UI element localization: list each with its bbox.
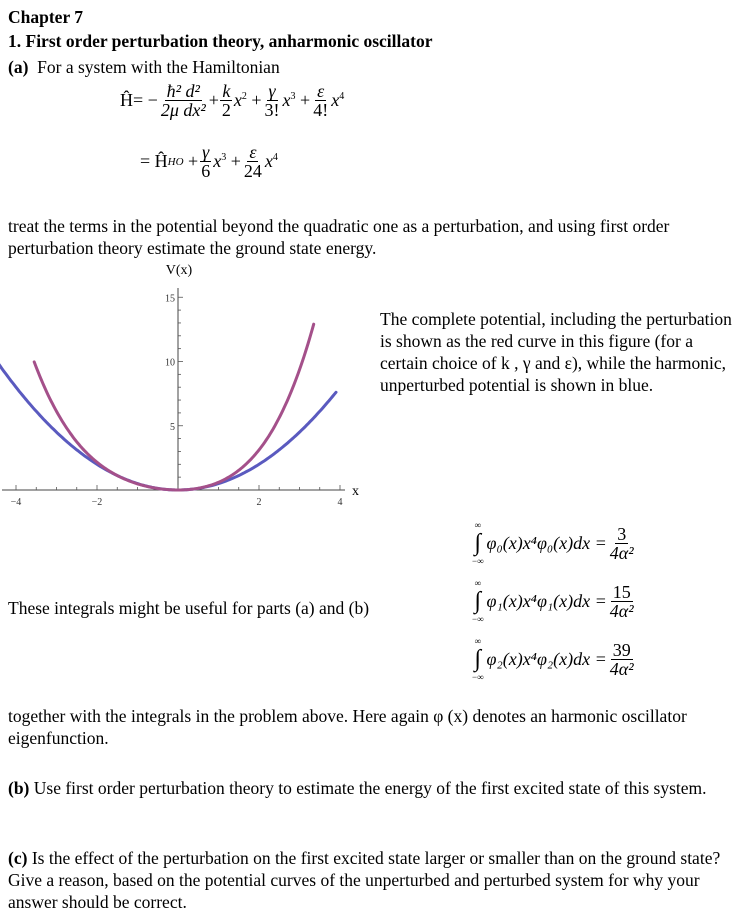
part-a-text: treat the terms in the potential beyond the quadratic one as a perturbation, and using first order perturbation theory estimate the ground state energy.	[8, 216, 670, 258]
integral-sign	[472, 636, 484, 682]
integral-result	[608, 641, 636, 678]
x-tick-label: 2	[256, 497, 262, 508]
integral-result	[608, 583, 636, 620]
x-tick-label: −4	[10, 497, 22, 508]
eq-k-num: k	[222, 81, 231, 101]
part-c-text: Is the effect of the perturbation on the first excited state larger or smaller than on the ground state? Give a reason, based on the potential curves of the unperturbed and perturbed system for why your answer should be correct.	[8, 848, 721, 912]
integral-result	[608, 525, 636, 562]
part-c-label: (c)	[8, 848, 28, 868]
eq2-gamma-num: γ	[202, 142, 210, 162]
eq-HHO: = Ĥ	[140, 151, 168, 171]
chart-series	[0, 324, 336, 490]
hamiltonian-equation: Ĥ = − $\frac{\text{ħ² d²}}{\text{2μ dx²}}$ + $\frac{k}{2}$ $x^2$ + $\frac{\gamma}{3!}$ $x^3$ + $\frac{\varepsilon}{4!}$ $x^4$	[120, 81, 345, 120]
eq-hbar-num: ħ² d²	[166, 81, 200, 101]
integral-lhs: φ₁(x)x⁴φ₁(x)dx =	[486, 590, 607, 611]
integral-lower: −∞	[472, 672, 484, 682]
eq-eps-num: ε	[317, 81, 325, 101]
integral-result-den: 4α²	[609, 600, 634, 621]
integral-symbol: ∫	[474, 530, 482, 556]
x-tick-label: 4	[337, 497, 343, 508]
part-b-text: Use first order perturbation theory to estimate the energy of the first excited state of this system.	[33, 778, 707, 798]
eq-eq-minus: = −	[133, 90, 158, 110]
part-a-intro-line	[8, 56, 280, 78]
integral-symbol: ∫	[474, 588, 482, 614]
integral-lower: −∞	[472, 614, 484, 624]
integral-row	[472, 520, 637, 566]
part-c	[8, 847, 743, 913]
integral-symbol: ∫	[474, 646, 482, 672]
chart-caption: The complete potential, including the perturbation is shown as the red curve in this figure (for a certain choice of k , γ and ε), while the harmonic, unperturbed potential is shown in blue.	[380, 309, 732, 395]
eq2-6-den: 6	[201, 161, 211, 181]
complete-potential-curve	[34, 324, 314, 490]
integral-row	[472, 636, 637, 682]
eq-3fact-den: 3!	[264, 100, 280, 120]
problem-title: 1. First order perturbation theory, anharmonic oscillator	[8, 31, 433, 51]
integral-result-num: 15	[612, 581, 631, 602]
integral-result-num: 39	[612, 639, 631, 660]
eq2-eps-num: ε	[249, 142, 257, 162]
potential-chart	[0, 258, 375, 518]
integral-upper: ∞	[474, 520, 481, 530]
part-a-label: (a)	[8, 57, 29, 77]
eq-HO-sub: HO	[167, 155, 184, 168]
integral-lower: −∞	[472, 556, 484, 566]
part-b-label: (b)	[8, 778, 30, 798]
integral-upper: ∞	[474, 578, 481, 588]
integral-result-den: 4α²	[609, 658, 634, 679]
chart-axes	[0, 288, 345, 508]
y-tick-label: 10	[165, 357, 175, 369]
eq-H: Ĥ	[120, 90, 133, 110]
eq-gamma-num: γ	[268, 81, 276, 101]
integral-upper: ∞	[474, 636, 481, 646]
y-tick-label: 15	[165, 293, 175, 305]
integral-lhs: φ₂(x)x⁴φ₂(x)dx =	[486, 648, 607, 669]
integral-row	[472, 578, 637, 624]
hamiltonian-ho-equation: = Ĥ HO + $\frac{\gamma}{6}$ $x^3$ + $\frac{\varepsilon}{24}$ $x^4$	[140, 142, 278, 181]
eq2-24-den: 24	[243, 161, 262, 181]
eq-2mu-den: 2μ dx²	[160, 100, 206, 120]
integral-sign	[472, 520, 484, 566]
part-b	[8, 777, 743, 799]
integral-result-den: 4α²	[609, 542, 634, 563]
harmonic-curve	[0, 354, 336, 490]
together-text: together with the integrals in the problem above. Here again φ (x) denotes an harmonic oscillator eigenfunction.	[8, 706, 687, 748]
chart-ylabel: V(x)	[165, 263, 193, 278]
eq-2-den: 2	[221, 100, 231, 120]
x-tick-label: −2	[91, 497, 103, 508]
part-a-intro: For a system with the Hamiltonian	[37, 57, 280, 77]
integral-result-num: 3	[617, 523, 627, 544]
integral-sign	[472, 578, 484, 624]
chapter-heading: Chapter 7	[8, 7, 84, 27]
y-tick-label: 5	[170, 421, 175, 433]
integral-lhs: φ₀(x)x⁴φ₀(x)dx =	[486, 532, 607, 553]
eq-4fact-den: 4!	[313, 100, 329, 120]
chart-xlabel: x	[352, 484, 359, 499]
integrals-label: These integrals might be useful for parts (a) and (b)	[8, 598, 370, 618]
